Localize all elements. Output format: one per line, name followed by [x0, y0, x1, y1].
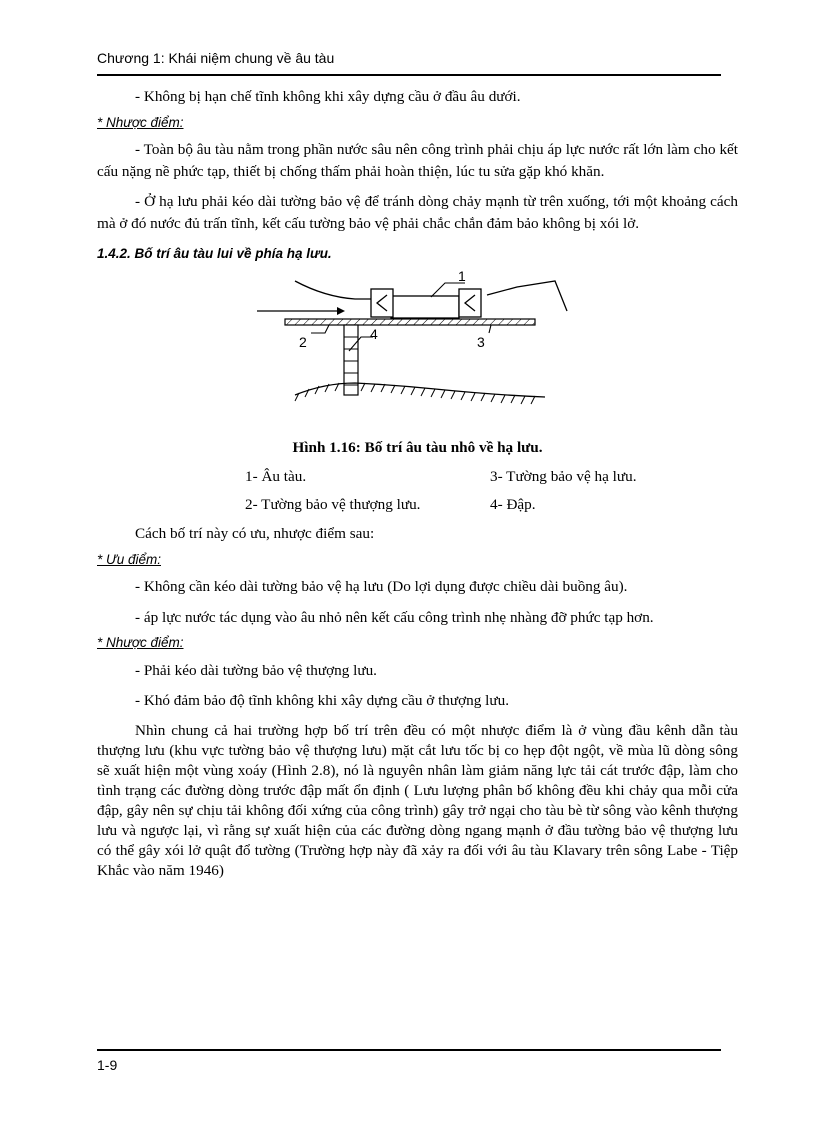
- downstream-bank-line: [487, 281, 567, 311]
- legend-item-2: 2- Tường bảo vệ thượng lưu.: [245, 495, 421, 513]
- legend-item-4: 4- Đập.: [490, 495, 536, 513]
- page-header-title: Chương 1: Khái niệm chung về âu tàu: [97, 50, 335, 66]
- ground-line: [295, 383, 545, 397]
- figure-label-3: 3: [477, 333, 485, 350]
- lock-layout-figure: [97, 265, 738, 433]
- paragraph-2: - Toàn bộ âu tàu nằm trong phần nước sâu nên công trình phải chịu áp lực nước rất lớn làm cho kết cấu nặng nề phức tạp, thiết bị chống thấm phải hoàn thiện, lúc tu sửa gặp khó khăn.: [97, 141, 738, 180]
- advantage-heading: * Ưu điểm:: [97, 551, 161, 567]
- paragraph-9: Nhìn chung cả hai trường hợp bố trí trên đều có một nhược điểm là ở vùng đầu kênh dẫn tàu thượng lưu (khu vực tường bảo vệ thượng lưu) mặt cắt lưu tốc bị co hẹp đột ngột, về mùa lũ dòng sông sẽ xuất hiện một vùng xoáy (Hình 2.8), nó là nguyên nhân làm giảm năng lực tải cát trước đập, làm cho tình trạng các đường dòng trước đập mất ổn định ( Lưu lượng phân bố không đều khi chảy qua mỗi cửa đập, gây nên sự chịu tải không đối xứng của công trình) gây trở ngại cho tàu bè từ sông vào kênh thượng lưu và ngược lại, vì rằng sự xuất hiện của các đường dòng ngang mạnh ở đầu tường bảo vệ thượng lưu có thể gây xói lở quật đổ tường (Trường hợp này đã xảy ra đối với âu tàu Klavary trên sông Labe - Tiệp Khắc vào năm 1946): [97, 721, 738, 879]
- dam-column: [344, 325, 358, 395]
- flow-arrow-icon: [257, 307, 345, 315]
- lock-layout-diagram: [255, 271, 585, 431]
- disadvantage-heading-1: * Nhược điểm:: [97, 114, 184, 130]
- downstream-gate-icon: [459, 289, 481, 317]
- paragraph-7: - Phải kéo dài tường bảo vệ thượng lưu.: [135, 661, 377, 679]
- legend-item-3: 3- Tường bảo vệ hạ lưu.: [490, 468, 637, 485]
- paragraph-6: - áp lực nước tác dụng vào âu nhỏ nên kết cấu công trình nhẹ nhàng đỡ phức tạp hơn.: [135, 608, 654, 626]
- paragraph-3: - Ở hạ lưu phải kéo dài tường bảo vệ để tránh dòng chảy mạnh từ trên xuống, tới một khoảng cách mà ở đó nước đủ trấn tĩnh, kết cấu tường bảo vệ phải chắc chắn đảm bảo không bị xói lở.: [97, 193, 738, 232]
- legend-item-1: 1- Âu tàu.: [245, 468, 307, 485]
- paragraph-1: - Không bị hạn chế tĩnh không khi xây dựng cầu ở đầu âu dưới.: [135, 88, 521, 105]
- paragraph-8: - Khó đảm bảo độ tĩnh không khi xây dựng cầu ở thượng lưu.: [135, 692, 509, 709]
- disadvantage-heading-2: * Nhược điểm:: [97, 635, 184, 650]
- lock-chamber: [391, 296, 459, 318]
- figure-legend: [245, 466, 738, 515]
- section-title: 1.4.2. Bố trí âu tàu lui về phía hạ lưu.: [97, 246, 332, 261]
- header-rule: [97, 74, 721, 76]
- upstream-gate-icon: [371, 289, 393, 317]
- footer-rule: [97, 1049, 721, 1051]
- figure-label-1: 1: [458, 270, 466, 284]
- figure-caption: Hình 1.16: Bố trí âu tàu nhô về hạ lưu.: [292, 438, 543, 456]
- paragraph-5: - Không cần kéo dài tường bảo vệ hạ lưu (Do lợi dụng được chiều dài buồng âu).: [135, 578, 628, 595]
- paragraph-4: Cách bố trí này có ưu, nhược điểm sau:: [135, 525, 375, 542]
- page-number: 1-9: [97, 1057, 118, 1073]
- ground-hatch: [295, 383, 535, 404]
- figure-label-4: 4: [370, 325, 378, 342]
- page-content: [97, 86, 738, 890]
- figure-label-2: 2: [299, 333, 307, 350]
- upstream-bank-line: [295, 281, 371, 299]
- dam-axis-band: [285, 319, 535, 325]
